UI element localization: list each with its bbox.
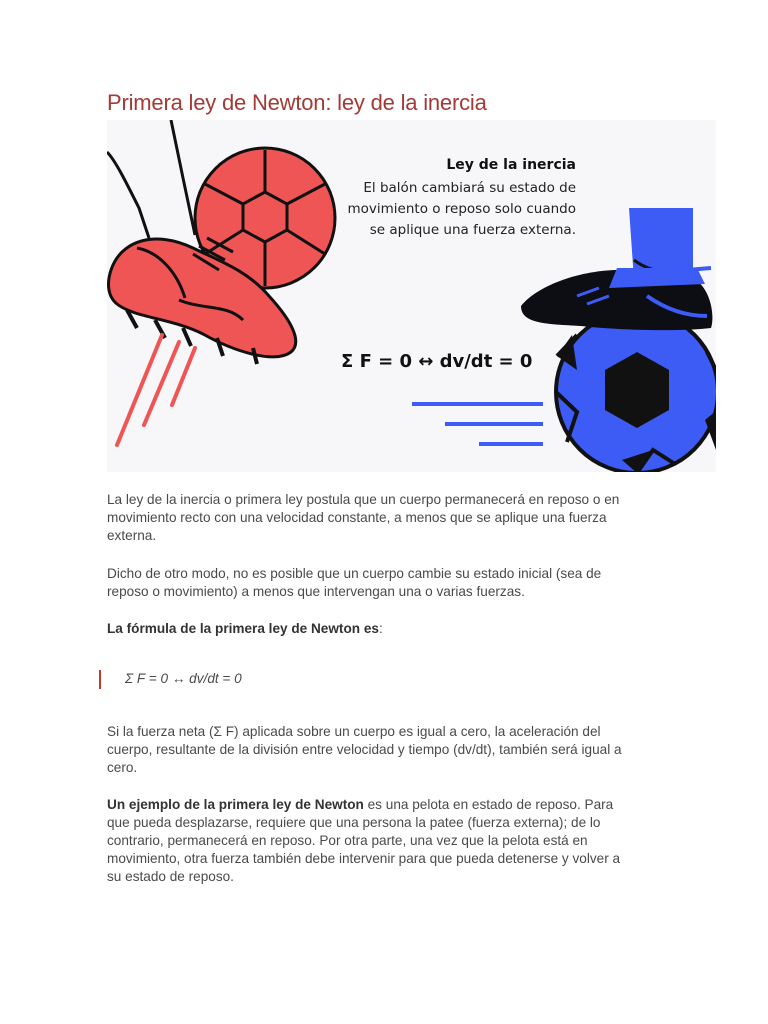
- dark-shoe-icon: [521, 268, 712, 330]
- blue-motion-lines: [412, 404, 543, 444]
- paragraph-net-force: Si la fuerza neta (Σ F) aplicada sobre un cuerpo es igual a cero, la aceleración del cuerpo, resultante de la división entre velocidad y tiempo (dv/dt), también será igual a cero.: [107, 724, 622, 775]
- formula-intro-bold: La fórmula de la primera ley de Newton es: [107, 621, 379, 636]
- formula-intro-colon: :: [378, 621, 383, 636]
- blue-soccer-ball-icon: [556, 311, 716, 472]
- kicking-leg: [107, 120, 195, 238]
- illustration-heading: Ley de la inercia: [446, 157, 576, 173]
- red-motion-lines: [117, 335, 195, 445]
- illustration-artwork: [107, 120, 716, 472]
- illustration-formula: Σ F = 0 ↔ dv/dt = 0: [341, 351, 533, 372]
- paragraph-formula-intro: [107, 620, 637, 638]
- inertia-illustration: [107, 120, 716, 472]
- page-title: Primera ley de Newton: ley de la inercia: [107, 90, 487, 115]
- example-text: es una pelota en estado de reposo. Para que pueda desplazarse, requiere que una persona la patee (fuerza externa); de lo contrario, permanecerá en reposo. Por otra parte, una vez que la pelota está en movimiento, otra fuerza también debe intervenir para que pueda detenerse y volver a su estado de reposo.: [107, 797, 621, 884]
- paragraph-example: [107, 796, 637, 886]
- paragraph-restatement: Dicho de otro modo, no es posible que un cuerpo cambie su estado inicial (sea de reposo o movimiento) a menos que intervengan una o varias fuerzas.: [107, 566, 602, 599]
- example-bold: Un ejemplo de la primera ley de Newton: [107, 797, 364, 812]
- blockquote-bar: [99, 670, 101, 689]
- illustration-description: El balón cambiará su estado de movimiento o reposo solo cuando se aplique una fuerza externa.: [347, 180, 576, 238]
- blockquote-formula: Σ F = 0 ↔ dv/dt = 0: [125, 671, 242, 686]
- paragraph-inertia-definition: La ley de la inercia o primera ley postula que un cuerpo permanecerá en reposo o en movimiento recto con una velocidad constante, a menos que se aplique una fuerza externa.: [107, 492, 620, 543]
